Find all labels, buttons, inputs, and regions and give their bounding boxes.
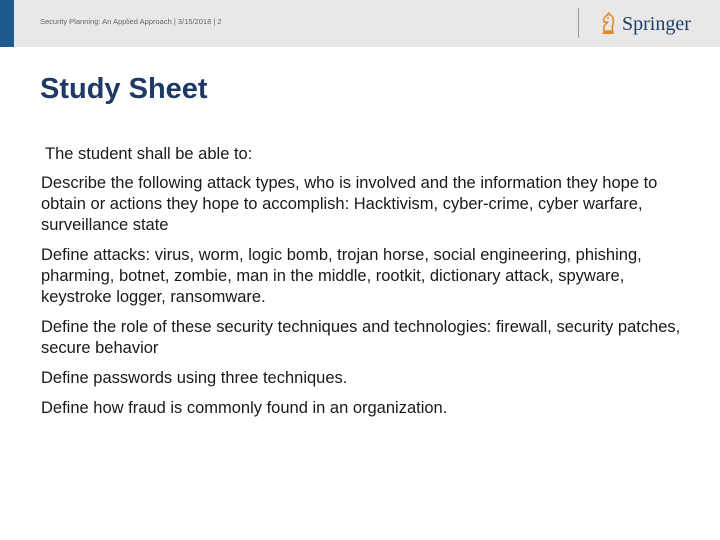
list-item: Describe the following attack types, who is involved and the information they hope to obtain or actions they hope to accomplish: Hacktivism, cyber-crime, cyber warfare, surveillance state: [41, 174, 658, 234]
slide-title: Study Sheet: [40, 73, 208, 105]
list-item: Define attacks: virus, worm, logic bomb, trojan horse, social engineering, phishing, pharming, botnet, zombie, man in the middle, rootkit, dictionary attack, spyware, keystroke logger, ransomware.: [41, 246, 642, 306]
header-accent-bar: [0, 0, 14, 47]
header-footer-text: Security Planning: An Applied Approach | 3/15/2018 | 2: [40, 17, 222, 26]
springer-logo: [598, 9, 691, 39]
chess-knight-logo-icon: [598, 12, 618, 36]
intro-text: The student shall be able to:: [45, 145, 253, 163]
slide-content: [41, 143, 681, 428]
list-item: Define how fraud is commonly found in an organization.: [41, 399, 448, 417]
list-item: Define the role of these security techniques and technologies: firewall, security patches, secure behavior: [41, 318, 681, 357]
header-divider: [578, 8, 579, 38]
header-bar: [0, 0, 720, 47]
logo-text: Springer: [622, 12, 691, 35]
list-item: Define passwords using three techniques.: [41, 369, 348, 387]
objectives-list: [41, 173, 681, 419]
